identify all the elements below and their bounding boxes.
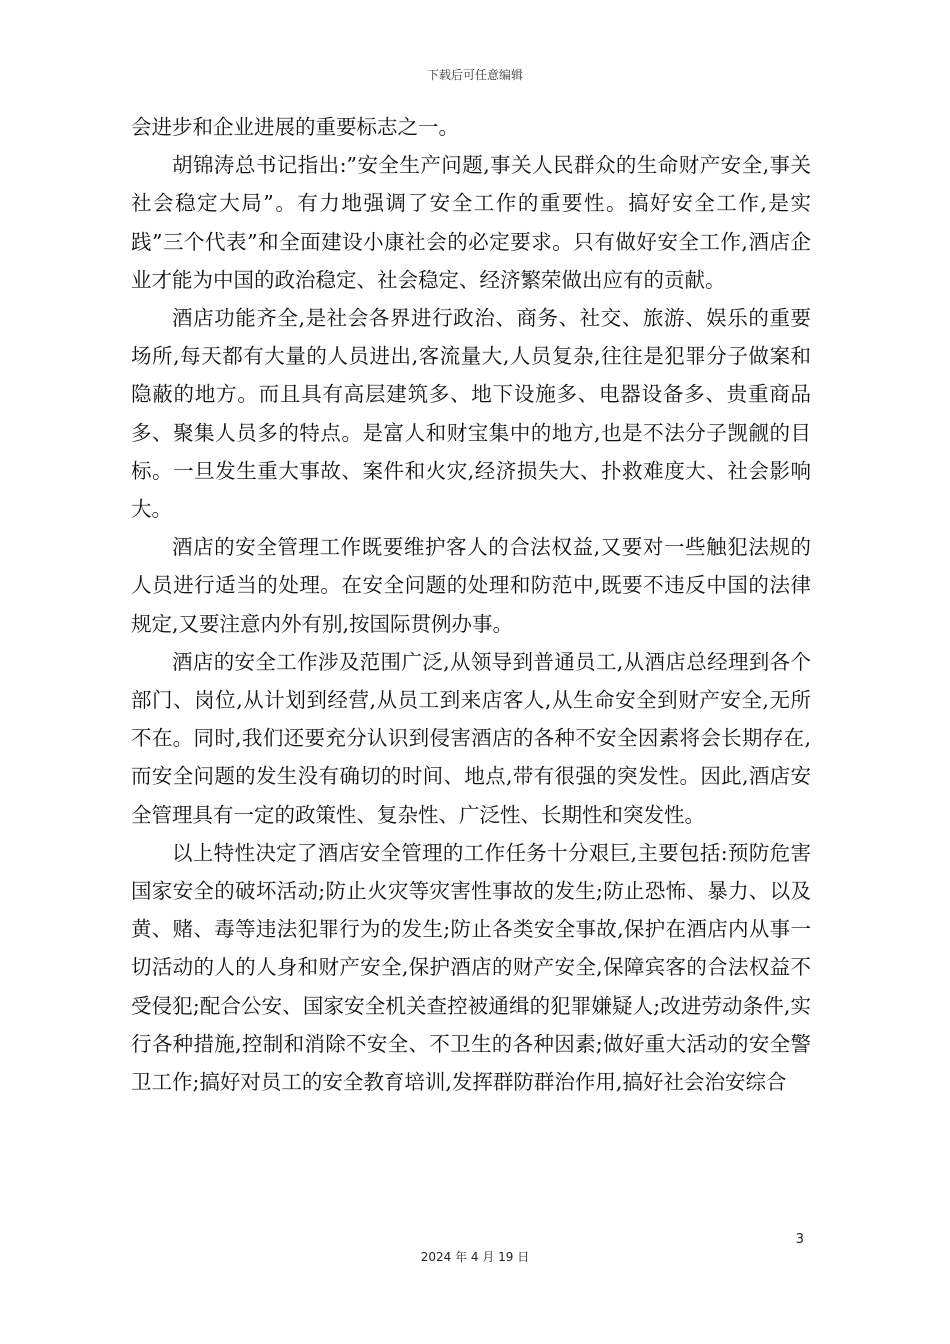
- paragraph: 酒店的安全管理工作既要维护客人的合法权益,又要对一些触犯法规的人员进行适当的处理。在安全问题的处理和防范中,既要不违反中国的法律规定,又要注意内外有别,按国际贯例办事。: [131, 535, 811, 636]
- paragraph: 以上特性决定了酒店安全管理的工作任务十分艰巨,主要包括:预防危害国家安全的破坏活动;防止火灾等灾害性事故的发生;防止恐怖、暴力、以及黄、赌、毒等违法犯罪行为的发生;防止各类安全事故,保护在酒店内从事一切活动的人的人身和财产安全,保护酒店的财产安全,保障宾客的合法权益不受侵犯;配合公安、国家安全机关查控被通缉的犯罪嫌疑人;改进劳动条件,实行各种措施,控制和消除不安全、不卫生的各种因素;做好重大活动的安全警卫工作;搞好对员工的安全教育培训,发挥群防群治作用,搞好社会治安综合: [131, 840, 811, 1095]
- document-body: [131, 108, 811, 1101]
- page-number: 3: [795, 1232, 804, 1247]
- page-header: 下载后可任意编辑: [426, 68, 523, 82]
- footer-date: 2024 年 4 月 19 日: [420, 1250, 530, 1264]
- paragraph-continuation: 会进步和企业进展的重要标志之一。: [131, 115, 459, 139]
- paragraph: 酒店功能齐全,是社会各界进行政治、商务、社交、旅游、娱乐的重要场所,每天都有大量的人员进出,客流量大,人员复杂,往往是犯罪分子做案和隐蔽的地方。而且具有高层建筑多、地下设施多、电器设备多、贵重商品多、聚集人员多的特点。是富人和财宝集中的地方,也是不法分子觊觎的目标。一旦发生重大事故、案件和火灾,经济损失大、扑救难度大、社会影响大。: [131, 306, 811, 522]
- paragraph: 酒店的安全工作涉及范围广泛,从领导到普通员工,从酒店总经理到各个部门、岗位,从计划到经营,从员工到来店客人,从生命安全到财产安全,无所不在。同时,我们还要充分认识到侵害酒店的各种不安全因素将会长期存在,而安全问题的发生没有确切的时间、地点,带有很强的突发性。因此,酒店安全管理具有一定的政策性、复杂性、广泛性、长期性和突发性。: [131, 649, 811, 827]
- paragraph: 胡锦涛总书记指出:”安全生产问题,事关人民群众的生命财产安全,事关社会稳定大局”。有力地强调了安全工作的重要性。搞好安全工作,是实践”三个代表”和全面建设小康社会的必定要求。只有做好安全工作,酒店企业才能为中国的政治稳定、社会稳定、经济繁荣做出应有的贡献。: [131, 153, 811, 292]
